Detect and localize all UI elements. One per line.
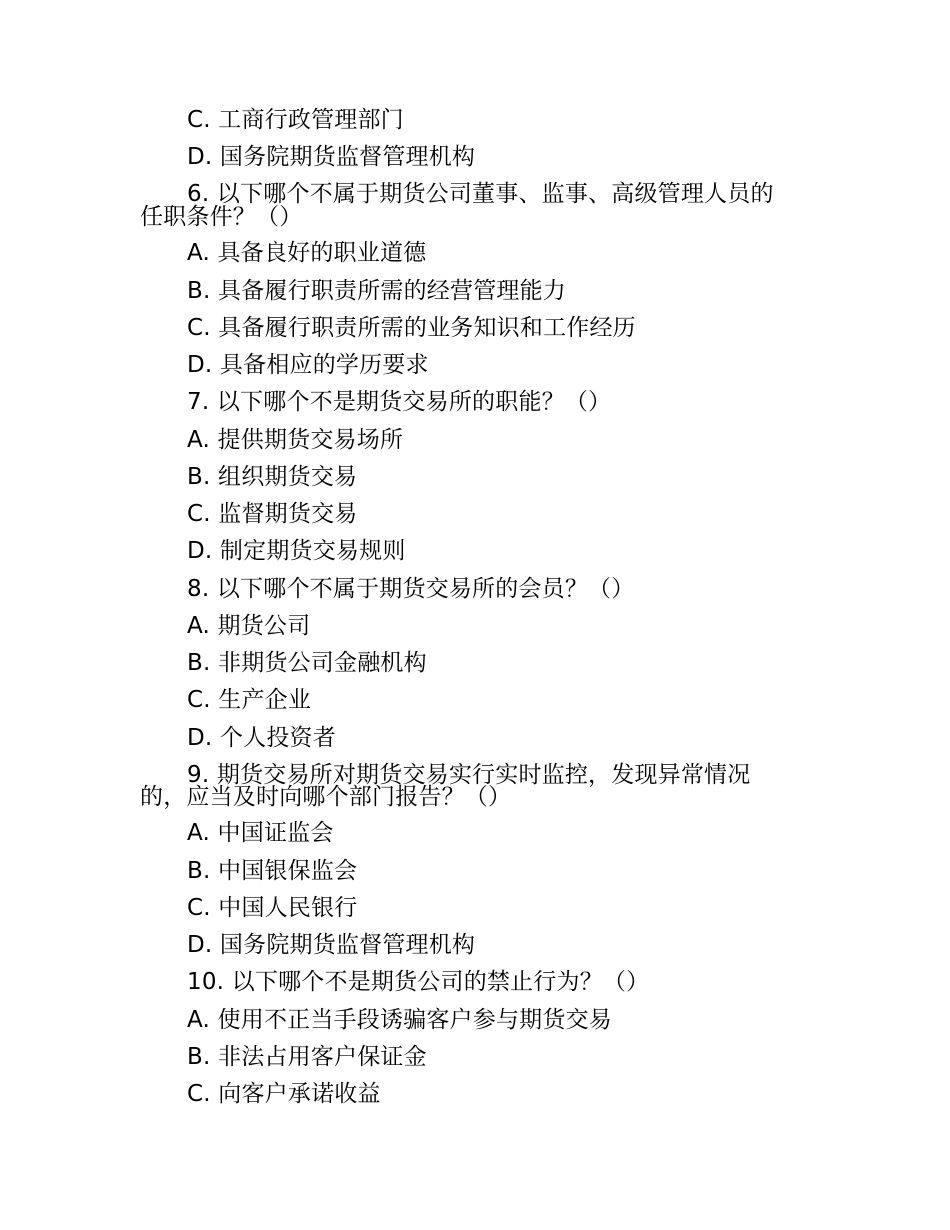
option-6d: D. 具备相应的学历要求 [187,352,429,378]
option-5d: D. 国务院期货监督管理机构 [187,144,476,170]
question-6-continuation: 任职条件？（） [140,204,303,230]
question-9-continuation: 的，应当及时向哪个部门报告？（） [140,784,512,810]
option-5c: C. 工商行政管理部门 [187,107,404,133]
option-9a: A. 中国证监会 [187,820,334,846]
option-8d: D. 个人投资者 [187,725,336,751]
option-6c: C. 具备履行职责所需的业务知识和工作经历 [187,315,636,341]
option-7c: C. 监督期货交易 [187,501,358,527]
option-7a: A. 提供期货交易场所 [187,427,404,453]
question-10: 10. 以下哪个不是期货公司的禁止行为？（） [187,969,650,995]
option-10a: A. 使用不正当手段诱骗客户参与期货交易 [187,1007,612,1033]
question-6: 6. 以下哪个不属于期货公司董事、监事、高级管理人员的 [187,181,774,207]
option-7b: B. 组织期货交易 [187,464,358,490]
option-9c: C. 中国人民银行 [187,895,358,921]
option-8c: C. 生产企业 [187,687,312,713]
question-8: 8. 以下哪个不属于期货交易所的会员？（） [187,576,635,602]
option-9d: D. 国务院期货监督管理机构 [187,932,476,958]
option-6a: A. 具备良好的职业道德 [187,240,427,266]
option-10c: C. 向客户承诺收益 [187,1081,381,1107]
option-7d: D. 制定期货交易规则 [187,538,406,564]
question-7: 7. 以下哪个不是期货交易所的职能？（） [187,389,612,415]
option-9b: B. 中国银保监会 [187,858,358,884]
option-10b: B. 非法占用客户保证金 [187,1044,427,1070]
question-9: 9. 期货交易所对期货交易实行实时监控，发现异常情况 [187,762,751,788]
option-8b: B. 非期货公司金融机构 [187,650,427,676]
option-6b: B. 具备履行职责所需的经营管理能力 [187,278,567,304]
option-8a: A. 期货公司 [187,613,311,639]
